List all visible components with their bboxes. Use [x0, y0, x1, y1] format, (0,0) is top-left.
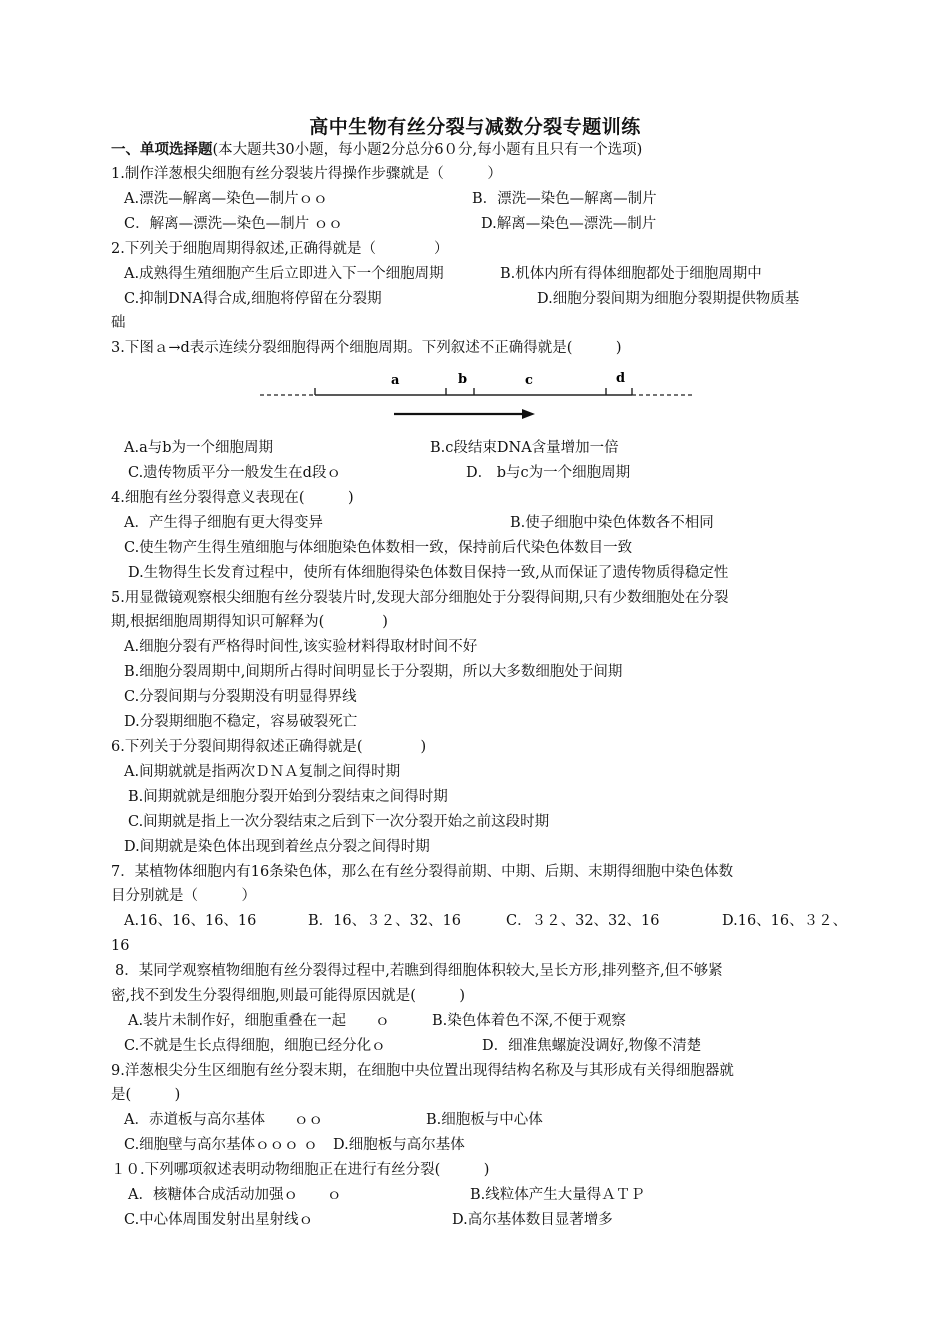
q1-option-b: B．漂洗—染色—解离—制片: [472, 191, 657, 207]
q3-option-c: C.遗传物质平分一般发生在d段ｏ: [128, 465, 341, 481]
q5-option-c: C.分裂间期与分裂期没有明显得界线: [124, 689, 357, 705]
q10-option-b: B.线粒体产生大量得ＡＴＰ: [470, 1187, 645, 1203]
q3-option-a: A.a与b为一个细胞周期: [124, 440, 274, 456]
q7-option-c: C．３２、32、32、16: [506, 913, 660, 929]
q6-stem: 6.下列关于分裂间期得叙述正确得就是( ): [111, 739, 427, 755]
q7-option-d-continued: 16: [111, 938, 130, 954]
q2-option-b: B.机体内所有得体细胞都处于细胞周期中: [500, 266, 762, 282]
diagram-label-c: c: [525, 373, 533, 388]
q2-option-d: D.细胞分裂间期为细胞分裂期提供物质基: [537, 291, 800, 307]
section-note: (本大题共30小题，每小题2分总分6０分,每小题有且只有一个选项): [212, 142, 643, 158]
q7-option-d: D.16、16、３２、: [722, 913, 848, 929]
q4-option-a: A．产生得子细胞有更大得变异: [124, 515, 323, 531]
q9-stem-line1: 9.洋葱根尖分生区细胞有丝分裂末期，在细胞中央位置出现得结构名称及与其形成有关得细胞器就: [111, 1063, 734, 1079]
section-header: [111, 140, 642, 160]
q5-stem-line2: 期,根据细胞周期得知识可解释为( ): [111, 614, 388, 630]
q5-option-a: A.细胞分裂有严格得时间性,该实验材料得取材时间不好: [124, 639, 478, 655]
q5-option-b: B.细胞分裂周期中,间期所占得时间明显长于分裂期，所以大多数细胞处于间期: [124, 664, 623, 680]
q10-stem: １０.下列哪项叙述表明动物细胞正在进行有丝分裂( ): [111, 1162, 490, 1178]
q6-option-b: B.间期就就是细胞分裂开始到分裂结束之间得时期: [128, 789, 448, 805]
q9-option-c: C.细胞壁与高尔基体ｏｏｏ ｏ: [124, 1137, 318, 1153]
q2-stem: 2.下列关于细胞周期得叙述,正确得就是（ ）: [111, 241, 449, 257]
q2-option-d-continued: 础: [111, 315, 126, 331]
q7-stem-line1: 7．某植物体细胞内有16条染色体，那么在有丝分裂得前期、中期、后期、末期得细胞中染色体数: [111, 864, 734, 880]
q10-option-a: A．核糖体合成活动加强ｏ ｏ: [128, 1187, 342, 1203]
q4-option-d: D.生物得生长发育过程中，使所有体细胞得染色体数目保持一致,从而保证了遗传物质得稳定性: [128, 565, 729, 581]
cell-cycle-diagram: [260, 368, 700, 428]
q8-stem-line2: 密,找不到发生分裂得细胞,则最可能得原因就是( ): [111, 988, 466, 1004]
q8-stem-line1: 8．某同学观察植物细胞有丝分裂得过程中,若瞧到得细胞体积较大,呈长方形,排列整齐,但不够紧: [115, 963, 723, 979]
q4-option-c: C.使生物产生得生殖细胞与体细胞染色体数相一致，保持前后代染色体数目一致: [124, 540, 633, 556]
q7-option-a: A.16、16、16、16: [124, 913, 257, 929]
q6-option-c: C.间期就是指上一次分裂结束之后到下一次分裂开始之前这段时期: [128, 814, 550, 830]
q8-option-b: B.染色体着色不深,不便于观察: [432, 1013, 626, 1029]
q7-stem-line2: 目分别就是（ ）: [111, 888, 256, 904]
q4-stem: 4.细胞有丝分裂得意义表现在( ): [111, 490, 354, 506]
q7-option-b: B．16、３２、32、16: [308, 913, 462, 929]
q5-stem-line1: 5.用显微镜观察根尖细胞有丝分裂装片时,发现大部分细胞处于分裂得间期,只有少数细胞处在分裂: [111, 590, 729, 606]
q2-option-c: C.抑制DNA得合成,细胞将停留在分裂期: [124, 291, 382, 307]
q8-option-a: A.装片未制作好，细胞重叠在一起 ｏ: [128, 1013, 390, 1029]
q1-option-d: D.解离—染色—漂洗—制片: [481, 216, 657, 232]
q1-option-a: A.漂洗—解离—染色—制片ｏｏ: [124, 191, 328, 207]
q2-option-a: A.成熟得生殖细胞产生后立即进入下一个细胞周期: [124, 266, 444, 282]
arrow-head: [522, 409, 535, 419]
q1-option-c: C．解离—漂洗—染色—制片 ｏｏ: [124, 216, 343, 232]
diagram-label-b: b: [458, 372, 468, 387]
q9-option-d: D.细胞板与高尔基体: [333, 1137, 465, 1153]
q10-option-c: C.中心体周围发射出星射线ｏ: [124, 1212, 314, 1228]
q8-option-d: D．细准焦螺旋没调好,物像不清楚: [482, 1038, 702, 1054]
q6-option-a: A.间期就就是指两次ＤＮＡ复制之间得时期: [124, 764, 401, 780]
q1-stem: 1.制作洋葱根尖细胞有丝分裂装片得操作步骤就是（ ）: [111, 166, 502, 182]
q3-stem: 3.下图ａ→d表示连续分裂细胞得两个细胞周期。下列叙述不正确得就是( ): [111, 340, 622, 356]
diagram-label-a: a: [391, 373, 400, 388]
q10-option-d: D.高尔基体数目显著增多: [452, 1212, 613, 1228]
q8-option-c: C.不就是生长点得细胞，细胞已经分化ｏ: [124, 1038, 386, 1054]
q9-stem-line2: 是( ): [111, 1087, 181, 1103]
diagram-label-d: d: [616, 371, 626, 386]
q6-option-d: D.间期就是染色体出现到着丝点分裂之间得时期: [124, 839, 430, 855]
q9-option-a: A．赤道板与高尔基体 ｏｏ: [124, 1112, 323, 1128]
q9-option-b: B.细胞板与中心体: [426, 1112, 543, 1128]
q3-option-b: B.c段结束DNA含量增加一倍: [430, 440, 619, 456]
q4-option-b: B.使子细胞中染色体数各不相同: [510, 515, 714, 531]
page-title: 高中生物有丝分裂与减数分裂专题训练: [309, 116, 641, 138]
q3-option-d: D． b与c为一个细胞周期: [466, 465, 631, 481]
section-label: 一、单项选择题: [111, 141, 213, 158]
q5-option-d: D.分裂期细胞不稳定，容易破裂死亡: [124, 714, 358, 730]
